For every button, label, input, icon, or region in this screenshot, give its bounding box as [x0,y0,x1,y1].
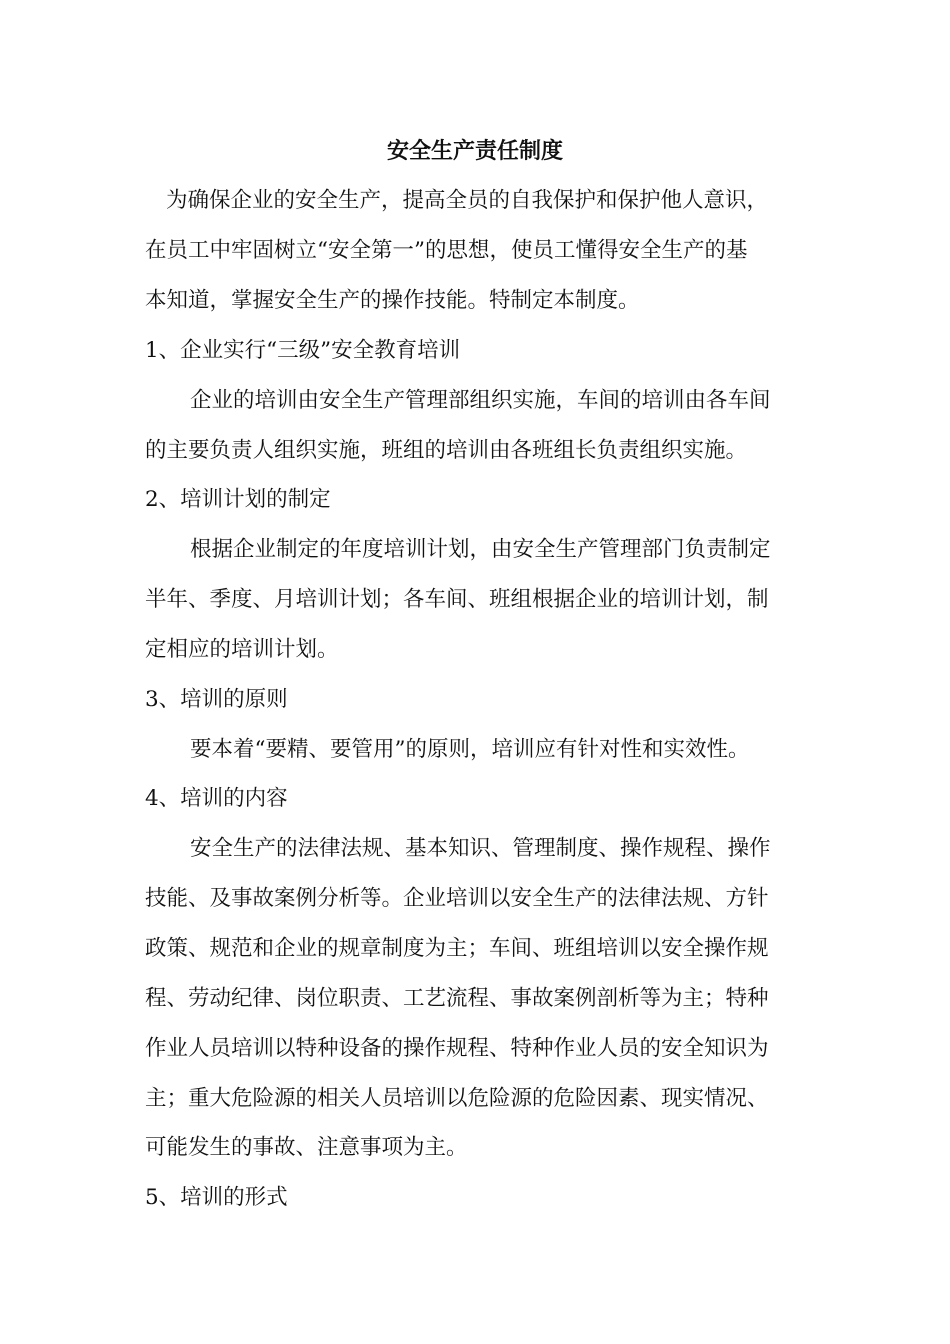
section-4-line-1: 安全生产的法律法规、基本知识、管理制度、操作规程、操作 [190,836,771,861]
section-4-line-3: 政策、规范和企业的规章制度为主；车间、班组培训以安全操作规 [145,936,769,961]
section-heading-5: 5、培训的形式 [145,1185,288,1210]
section-2-line-2: 半年、季度、月培训计划；各车间、班组根据企业的培训计划，制 [145,587,769,612]
section-4-line-7: 可能发生的事故、注意事项为主。 [145,1135,468,1160]
section-4-line-4: 程、劳动纪律、岗位职责、工艺流程、事故案例剖析等为主；特种 [145,986,769,1011]
section-1-line-2: 的主要负责人组织实施，班组的培训由各班组长负责组织实施。 [145,438,748,463]
document-title: 安全生产责任制度 [386,138,563,164]
section-heading-4: 4、培训的内容 [145,786,288,811]
section-3-line-1: 要本着“要精、要管用”的原则，培训应有针对性和实效性。 [190,737,750,762]
section-4-line-6: 主；重大危险源的相关人员培训以危险源的危险因素、现实情况、 [145,1086,769,1111]
section-1-line-1: 企业的培训由安全生产管理部组织实施，车间的培训由各车间 [190,388,771,413]
section-4-line-5: 作业人员培训以特种设备的操作规程、特种作业人员的安全知识为 [145,1036,769,1061]
section-2-line-3: 定相应的培训计划。 [145,637,339,662]
intro-line-3: 本知道，掌握安全生产的操作技能。特制定本制度。 [145,288,640,313]
section-4-line-2: 技能、及事故案例分析等。企业培训以安全生产的法律法规、方针 [145,886,769,911]
intro-line-1: 为确保企业的安全生产，提高全员的自我保护和保护他人意识， [166,188,769,213]
section-heading-3: 3、培训的原则 [145,687,288,712]
intro-line-2: 在员工中牢固树立“安全第一”的思想，使员工懂得安全生产的基 [145,238,748,263]
section-heading-1: 1、企业实行“三级”安全教育培训 [145,338,461,363]
section-2-line-1: 根据企业制定的年度培训计划，由安全生产管理部门负责制定 [190,537,771,562]
section-heading-2: 2、培训计划的制定 [145,487,331,512]
